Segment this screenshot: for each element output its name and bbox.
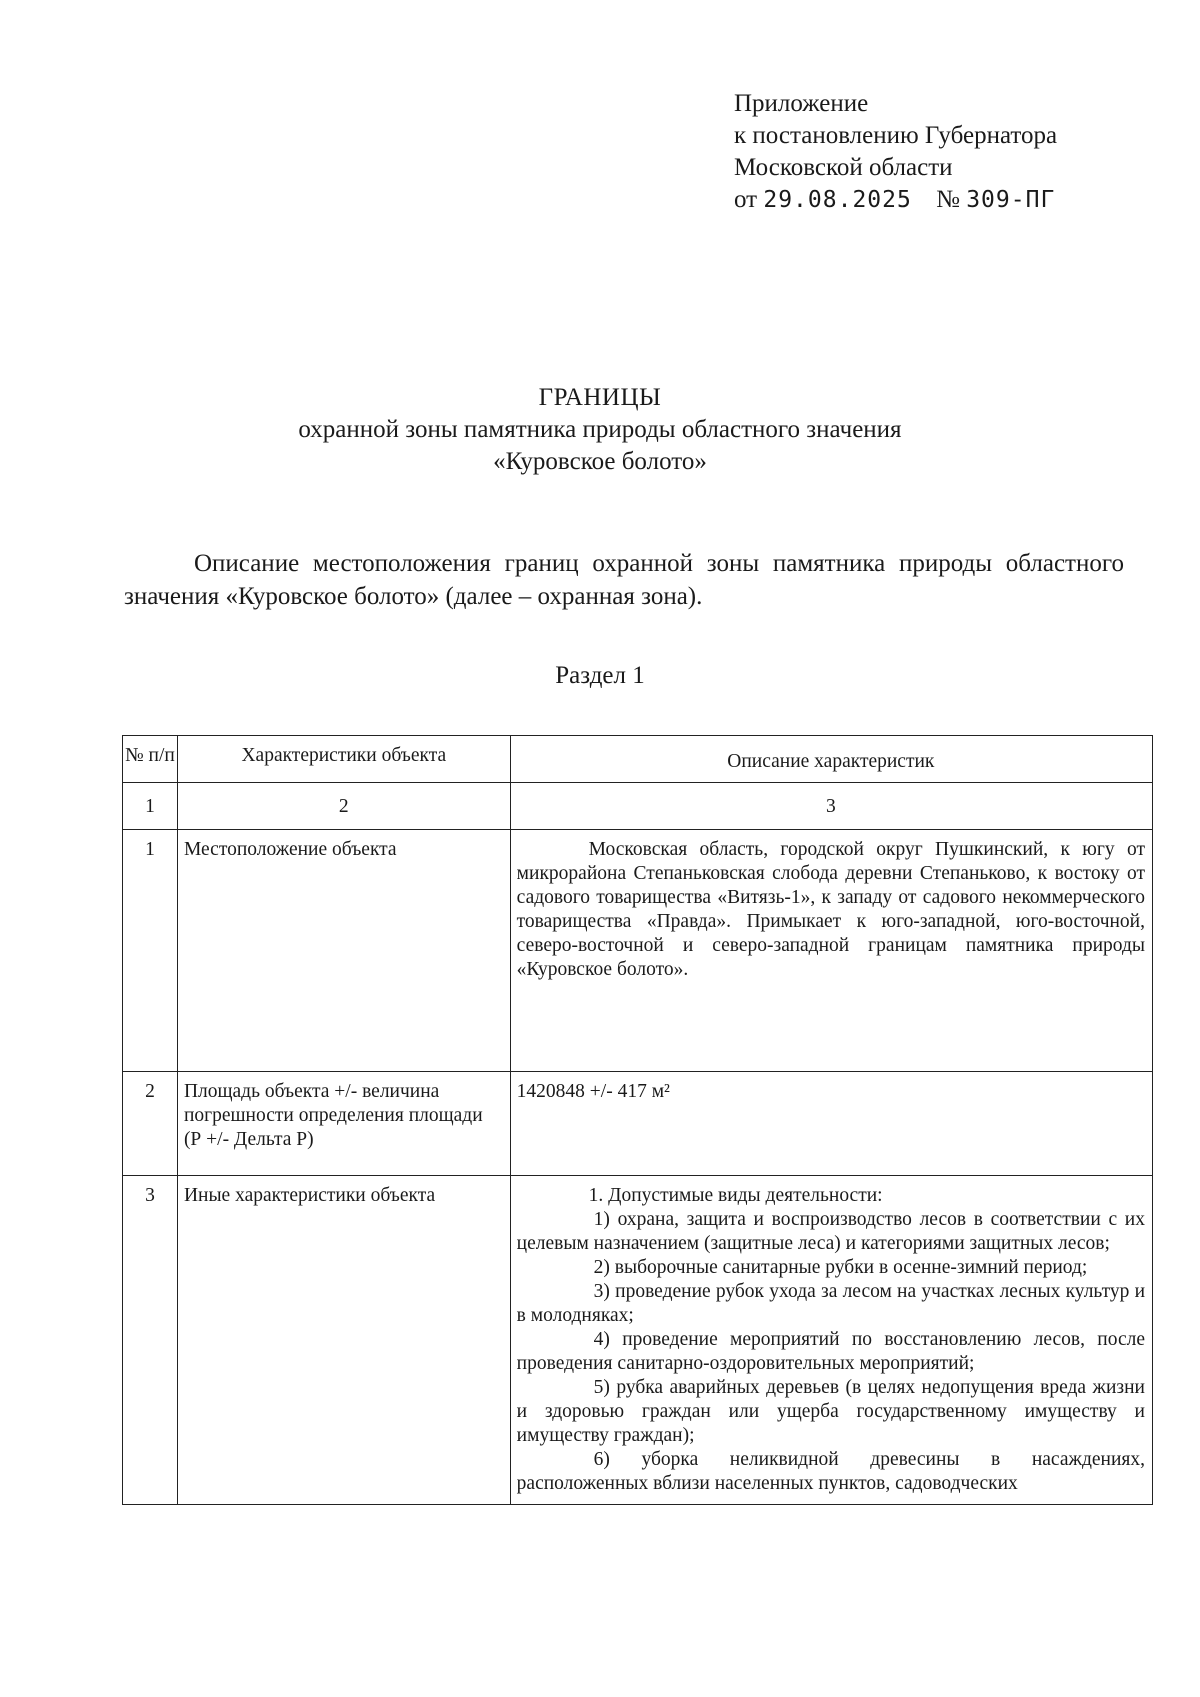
list-item: 1) охрана, защита и воспроизводство лесов в соответствии с их целевым назначением (защитные леса) и категориями защитных лесов; (516, 1209, 1145, 1254)
decree-number: 309-ПГ (966, 187, 1056, 213)
appendix-line-2: к постановлению Губернатора (734, 122, 1058, 149)
header-description: Описание характеристик (510, 736, 1152, 783)
list-item: 1. Допустимые виды деятельности: (588, 1185, 883, 1206)
table-row (123, 1176, 1153, 1505)
column-number: 2 (177, 783, 510, 830)
row-description: Московская область, городской округ Пушкинский, к югу от микрорайона Степаньковская слобода деревни Степаньково, к востоку от садового товарищества «Витязь-1», к западу от садового некоммерческого товарищества «Правда». Примыкает к юго-западной, юго-восточной, северо-восточной и северо-западной границам памятника природы «Куровское болото». (510, 830, 1152, 1072)
row-description-list (510, 1176, 1152, 1505)
row-number: 1 (123, 830, 178, 1072)
title-line-1: ГРАНИЦЫ (538, 384, 662, 411)
date-prefix: от (734, 186, 758, 213)
row-characteristic: Иные характеристики объекта (177, 1176, 510, 1505)
row-description: 1420848 +/- 417 м² (510, 1072, 1152, 1176)
list-item: 3) проведение рубок ухода за лесом на участках лесных культур и в молодняках; (516, 1281, 1145, 1326)
column-number: 3 (510, 783, 1152, 830)
intro-paragraph: Описание местоположения границ охранной зоны памятника природы областного значения «Куровское болото» (далее – охранная зона). (124, 550, 1124, 610)
header-number: № п/п (123, 736, 178, 783)
column-number: 1 (123, 783, 178, 830)
table-header-row (123, 736, 1153, 783)
list-item: 2) выборочные санитарные рубки в осенне-зимний период; (593, 1257, 1088, 1278)
row-characteristic: Площадь объекта +/- величина погрешности определения площади (Р +/- Дельта Р) (177, 1072, 510, 1176)
section-label: Раздел 1 (555, 662, 645, 689)
header-characteristic: Характеристики объекта (177, 736, 510, 783)
list-item: 4) проведение мероприятий по восстановлению лесов, после проведения санитарно-оздоровительных мероприятий; (516, 1329, 1145, 1374)
list-item: 5) рубка аварийных деревьев (в целях недопущения вреда жизни и здоровью граждан или ущерба государственному имуществу и имуществу граждан); (516, 1377, 1145, 1446)
table-row (123, 1072, 1153, 1176)
number-sign: № (936, 186, 960, 213)
appendix-header (734, 88, 1057, 216)
document-title (0, 382, 1200, 478)
title-line-3: «Куровское болото» (493, 448, 707, 475)
appendix-date-line (734, 184, 1057, 216)
characteristics-table (122, 735, 1153, 1505)
list-item: 6) уборка неликвидной древесины в насаждениях, расположенных вблизи населенных пунктов, садоводческих (516, 1449, 1145, 1494)
column-number-row (123, 783, 1153, 830)
appendix-line-1: Приложение (734, 90, 869, 117)
row-number: 3 (123, 1176, 178, 1505)
decree-date: 29.08.2025 (763, 187, 912, 213)
appendix-line-3: Московской области (734, 154, 953, 181)
table-row (123, 830, 1153, 1072)
title-line-2: охранной зоны памятника природы областного значения (298, 416, 902, 443)
row-number: 2 (123, 1072, 178, 1176)
row-characteristic: Местоположение объекта (177, 830, 510, 1072)
